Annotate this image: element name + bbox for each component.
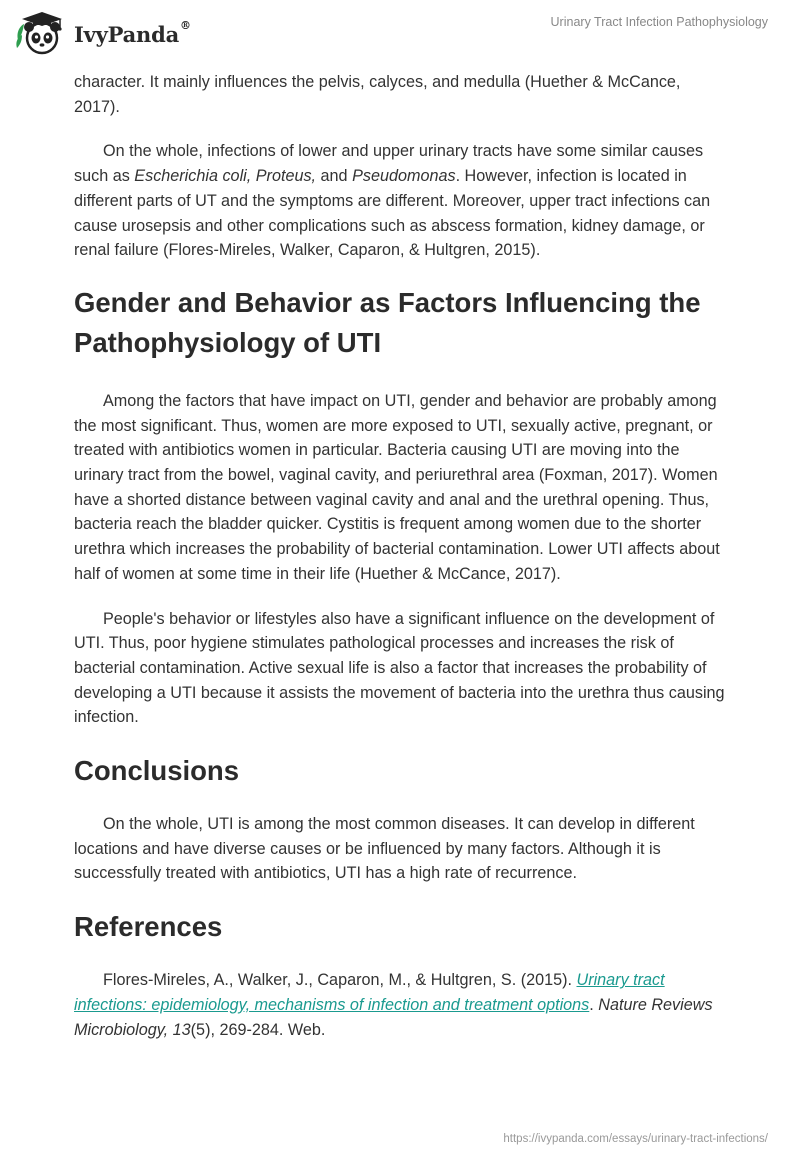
page-header <box>0 0 800 70</box>
logo[interactable] <box>14 10 191 56</box>
paragraph: Among the factors that have impact on UTI, gender and behavior are probably among the most significant. Thus, women are more exposed to UTI, sexually active, pregnant, or treated with antibiotics women in particular. Bacteria causing UTI are moving into the urinary tract from the bowel, vaginal cavity, and periurethral area (Foxman, 2017). Women have a shorted distance between vaginal cavity and anal and the urethral opening. Thus, bacteria reach the bladder quicker. Cystitis is frequent among women due to the shorter urethra which increases the probability of bacterial contamination. Lower UTI affects about half of women at some time in their life (Huether & McCance, 2017). <box>74 391 720 583</box>
logo-text: IvyPanda® <box>74 18 191 47</box>
paragraph: On the whole, UTI is among the most common diseases. It can develop in different locations and have diverse causes or be influenced by many factors. Although it is successfully treated with antibiotics, UTI has a high rate of recurrence. <box>74 815 695 883</box>
section-heading-gender-behavior: Gender and Behavior as Factors Influencing the Pathophysiology of UTI <box>74 286 701 358</box>
section-heading-references: References <box>74 911 223 943</box>
paragraph: People's behavior or lifestyles also have a significant influence on the development of UTI. Thus, poor hygiene stimulates pathological processes and increases the risk of bacterial contamination. Active sexual life is also a factor that increases the probability of developing a UTI because it assists the movement of bacteria into the urethra thus causing infection. <box>74 609 725 727</box>
panda-graduation-cap-icon <box>14 10 68 56</box>
document-title: Urinary Tract Infection Pathophysiology <box>550 15 768 29</box>
footer-url: https://ivypanda.com/essays/urinary-tract-infections/ <box>503 1133 768 1145</box>
paragraph: On the whole, infections of lower and upper urinary tracts have some similar causes such as Escherichia coli, Proteus, and Pseudomonas. However, infection is located in different parts of UT and the symptoms are different. Moreover, upper tract infections can cause urosepsis and other complications such as abscess formation, kidney damage, or renal failure (Flores-Mireles, Walker, Caparon, & Hultgren, 2015). <box>74 142 711 260</box>
document-body <box>74 70 726 1042</box>
paragraph: character. It mainly influences the pelvis, calyces, and medulla (Huether & McCance, 2017). <box>74 73 681 116</box>
reference-link[interactable]: Urinary tract infections: epidemiology, mechanisms of infection and treatment options <box>74 971 665 1014</box>
reference-entry: Flores-Mireles, A., Walker, J., Caparon, M., & Hultgren, S. (2015). Urinary tract infections: epidemiology, mechanisms of infection and treatment options. Nature Reviews Microbiology, 13(5), 269-284. Web. <box>74 971 713 1039</box>
section-heading-conclusions: Conclusions <box>74 755 240 787</box>
